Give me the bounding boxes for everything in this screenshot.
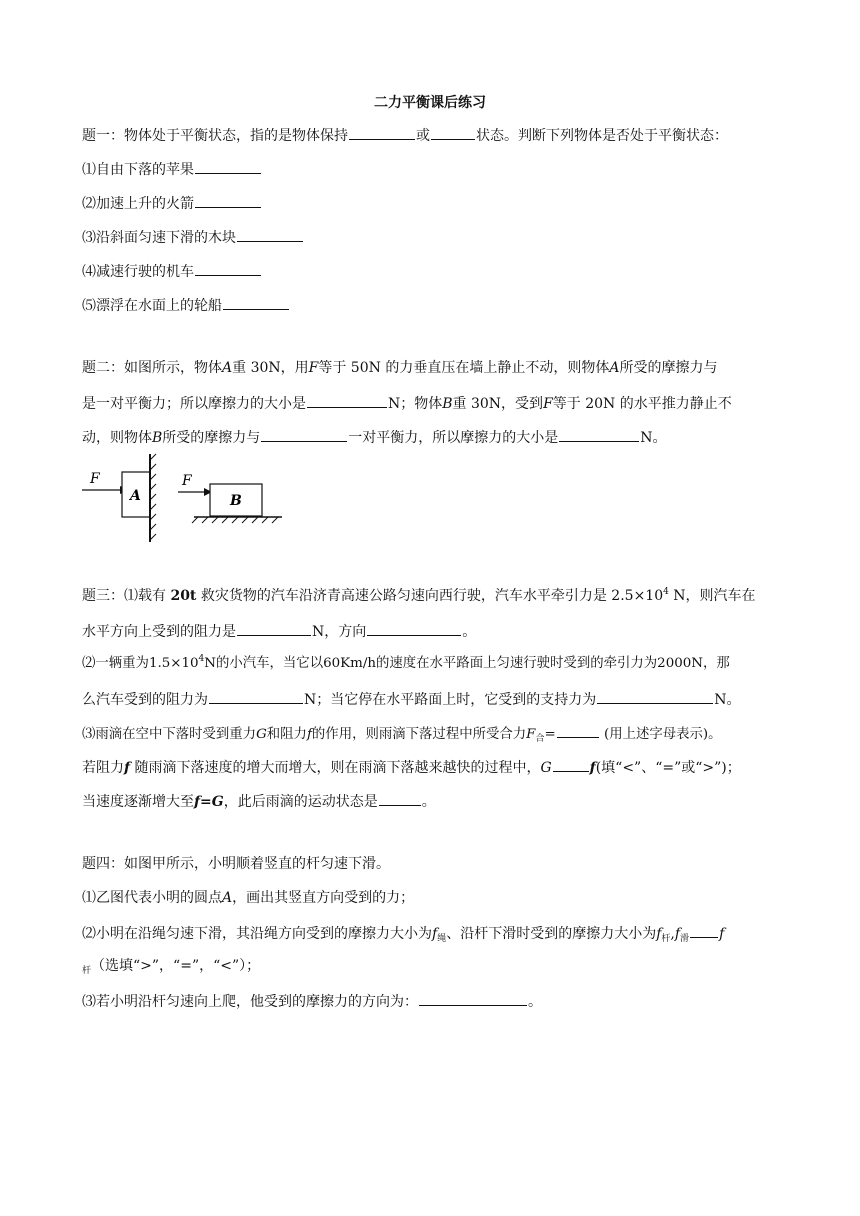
q3-line-2: 水平方向上受到的阻力是 N，方向 。 bbox=[82, 620, 476, 642]
q4-line-3: ⑵小明在沿绳匀速下滑，其沿绳方向受到的摩擦力大小为$f_绳$、沿杆下滑时受到的摩擦力大小为$f_杆,f_滑$ f bbox=[82, 922, 724, 944]
floor-icon bbox=[192, 517, 282, 523]
q3-blank-6 bbox=[553, 756, 589, 772]
q1-item-1: ⑴自由下落的苹果 bbox=[82, 158, 262, 180]
q1-item-4: ⑷减速行驶的机车 bbox=[82, 260, 262, 282]
q2-blank-2 bbox=[261, 426, 347, 442]
fig-label-A: A bbox=[130, 488, 141, 504]
q1-item-4-blank bbox=[195, 260, 261, 276]
arrow-icon bbox=[82, 486, 128, 494]
q3-blank-5 bbox=[557, 722, 599, 738]
q2-line-3: 动，则物体B所受的摩擦力与 一对平衡力，所以摩擦力的大小是 N。 bbox=[82, 426, 667, 448]
q1-item-1-blank bbox=[195, 158, 261, 174]
q1-stem: 题一：物体处于平衡状态，指的是物体保持 或 状态。判断下列物体是否处于平衡状态： bbox=[82, 124, 728, 146]
q1-item-5-blank bbox=[223, 294, 289, 310]
q4-blank-2 bbox=[419, 990, 527, 1006]
arrow-icon bbox=[178, 488, 212, 496]
q1-item-2-blank bbox=[195, 192, 261, 208]
q1-item-2: ⑵加速上升的火箭 bbox=[82, 192, 262, 214]
fig-label-B: B bbox=[230, 493, 242, 509]
q3-line-1: 题三：⑴载有 20t 救灾货物的汽车沿济青高速公路匀速向西行驶，汽车水平牵引力是 $2.5\times 10^4$ N，则汽车在 bbox=[82, 587, 756, 604]
q1-blank-2 bbox=[431, 124, 475, 140]
q3-line-3: ⑵一辆重为$1.5\times 10^4N$的小汽车，当它以60Km/h的速度在水平路面上匀速行驶时受到的牵引力为2000N，那 bbox=[82, 654, 730, 671]
q4-blank-1 bbox=[690, 922, 718, 938]
q3-blank-7 bbox=[379, 790, 421, 806]
page-title: 二力平衡课后练习 bbox=[374, 95, 486, 111]
q2-line-1: 题二：如图所示，物体A重 30N，用F等于 50N 的力垂直压在墙上静止不动，则物体A所受的摩擦力与 bbox=[82, 360, 718, 376]
q4-line-1: 题四：如图甲所示，小明顺着竖直的杆匀速下滑。 bbox=[82, 856, 390, 872]
q3-blank-4 bbox=[597, 688, 713, 704]
q2-blank-3 bbox=[559, 426, 639, 442]
q3-blank-3 bbox=[209, 688, 303, 704]
fig-label-F-right: F bbox=[182, 473, 192, 489]
q2-blank-1 bbox=[307, 392, 387, 408]
q1-item-3-blank bbox=[237, 226, 303, 242]
q1-item-3: ⑶沿斜面匀速下滑的木块 bbox=[82, 226, 304, 248]
q2-line-2: 是一对平衡力；所以摩擦力的大小是 N；物体B重 30N，受到F等于 20N 的水平推力静止不 bbox=[82, 392, 732, 414]
q1-item-5: ⑸漂浮在水面上的轮船 bbox=[82, 294, 290, 316]
q4-line-2: ⑴乙图代表小明的圆点A，画出其竖直方向受到的力； bbox=[82, 890, 415, 906]
q3-line-4: 么汽车受到的阻力为 N；当它停在水平路面上时，它受到的支持力为 N。 bbox=[82, 688, 741, 710]
q3-line-5: ⑶雨滴在空中下落时受到重力G和阻力f的作用，则雨滴下落过程中所受合力$F_合=$ (用上述字母表示)。 bbox=[82, 722, 722, 745]
q3-blank-2 bbox=[367, 620, 461, 636]
fig-label-F-left: F bbox=[90, 471, 100, 487]
q4-line-5: ⑶若小明沿杆匀速向上爬，他受到的摩擦力的方向为： 。 bbox=[82, 990, 542, 1012]
q3-line-7: 当速度逐渐增大至f=G，此后雨滴的运动状态是 。 bbox=[82, 790, 436, 812]
q2-figure bbox=[82, 450, 292, 550]
q1-blank-1 bbox=[349, 124, 415, 140]
wall-icon bbox=[150, 454, 156, 542]
q3-line-6: 若阻力f 随雨滴下落速度的增大而增大，则在雨滴下落越来越快的过程中，G f(填“<”、“=”或“>”)； bbox=[82, 756, 741, 778]
q4-line-4: $_杆$（选填“>”，“=”，“<”）； bbox=[82, 958, 261, 976]
q3-blank-1 bbox=[237, 620, 311, 636]
